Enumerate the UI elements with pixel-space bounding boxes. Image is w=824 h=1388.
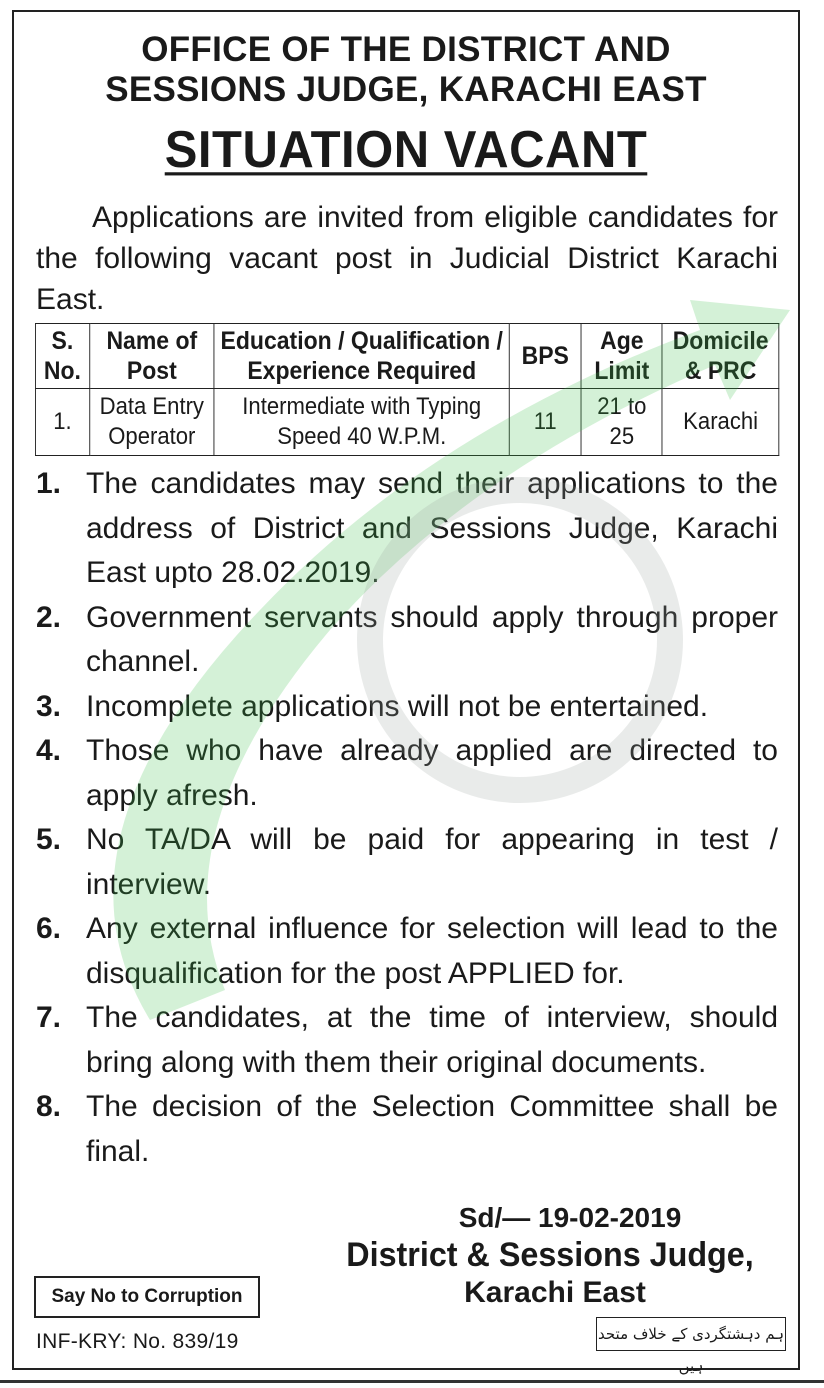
- list-item: [36, 596, 778, 685]
- office-header-line-1: OFFICE OF THE DISTRICT AND: [141, 30, 671, 69]
- item-number: 5.: [36, 823, 62, 856]
- cell-sno: 1.: [35, 389, 89, 456]
- urdu-slogan-box: ہم دہشتگردی کے خلاف متحد ہیں: [596, 1317, 786, 1351]
- cell-bps: 11: [509, 389, 581, 456]
- table-header-row: [35, 324, 778, 389]
- inf-number: INF-KRY: No. 839/19: [36, 1330, 239, 1353]
- item-text: Any external influence for selection will lead to the disqualification for the post APPLIED for.: [86, 912, 778, 990]
- item-text: No TA/DA will be paid for appearing in test / interview.: [86, 823, 778, 901]
- item-number: 3.: [36, 689, 62, 723]
- list-item: [36, 818, 778, 907]
- list-item: [36, 729, 778, 818]
- item-number: 7.: [36, 1001, 62, 1034]
- item-number: 6.: [36, 912, 62, 945]
- intro-paragraph: Applications are invited from eligible candidates for the following vacant post in Judicial District Karachi East.: [36, 201, 778, 316]
- col-header-domicile: Domicile & PRC: [662, 324, 778, 389]
- table-row: [35, 389, 778, 456]
- page-title: SITUATION VACANT: [164, 121, 648, 179]
- cell-education: Intermediate with Typing Speed 40 W.P.M.: [214, 389, 509, 456]
- list-item: [36, 907, 778, 996]
- cell-age: 21 to 25: [581, 389, 662, 456]
- item-number: 8.: [36, 1090, 62, 1123]
- conditions-list: [36, 462, 778, 1174]
- list-item: [36, 685, 778, 730]
- bottom-divider: [0, 1380, 824, 1383]
- signature-block: [320, 1202, 780, 1312]
- item-text: The candidates, at the time of interview, should bring along with them their original documents.: [86, 1001, 778, 1079]
- office-header-line-2: SESSIONS JUDGE, KARACHI EAST: [105, 70, 707, 109]
- list-item: [36, 996, 778, 1085]
- col-header-age: Age Limit: [581, 324, 662, 389]
- item-text: Incomplete applications will not be entertained.: [86, 689, 709, 723]
- cell-domicile: Karachi: [662, 389, 778, 456]
- anti-corruption-badge: Say No to Corruption: [34, 1276, 260, 1318]
- item-number: 2.: [36, 600, 62, 634]
- item-number: 4.: [36, 734, 62, 767]
- vacancy-table: [35, 323, 779, 456]
- list-item: [36, 462, 778, 596]
- col-header-education: Education / Qualification / Experience Required: [214, 324, 509, 389]
- office-header: [30, 30, 782, 110]
- signature-office: District & Sessions Judge,: [346, 1236, 754, 1274]
- col-header-sno: S. No.: [35, 324, 89, 389]
- signature-date: Sd/— 19-02-2019: [458, 1202, 682, 1233]
- col-header-bps: BPS: [509, 324, 581, 389]
- item-text: Government servants should apply through proper channel.: [86, 600, 778, 678]
- item-number: 1.: [36, 467, 62, 500]
- item-text: The decision of the Selection Committee shall be final.: [86, 1090, 778, 1168]
- item-text: Those who have already applied are directed to apply afresh.: [86, 734, 778, 812]
- item-text: The candidates may send their applications to the address of District and Sessions Judge, Karachi East upto 28.02.2019.: [86, 467, 778, 589]
- cell-post: Data Entry Operator: [89, 389, 214, 456]
- col-header-post: Name of Post: [89, 324, 214, 389]
- list-item: [36, 1085, 778, 1174]
- signature-place: Karachi East: [464, 1276, 646, 1309]
